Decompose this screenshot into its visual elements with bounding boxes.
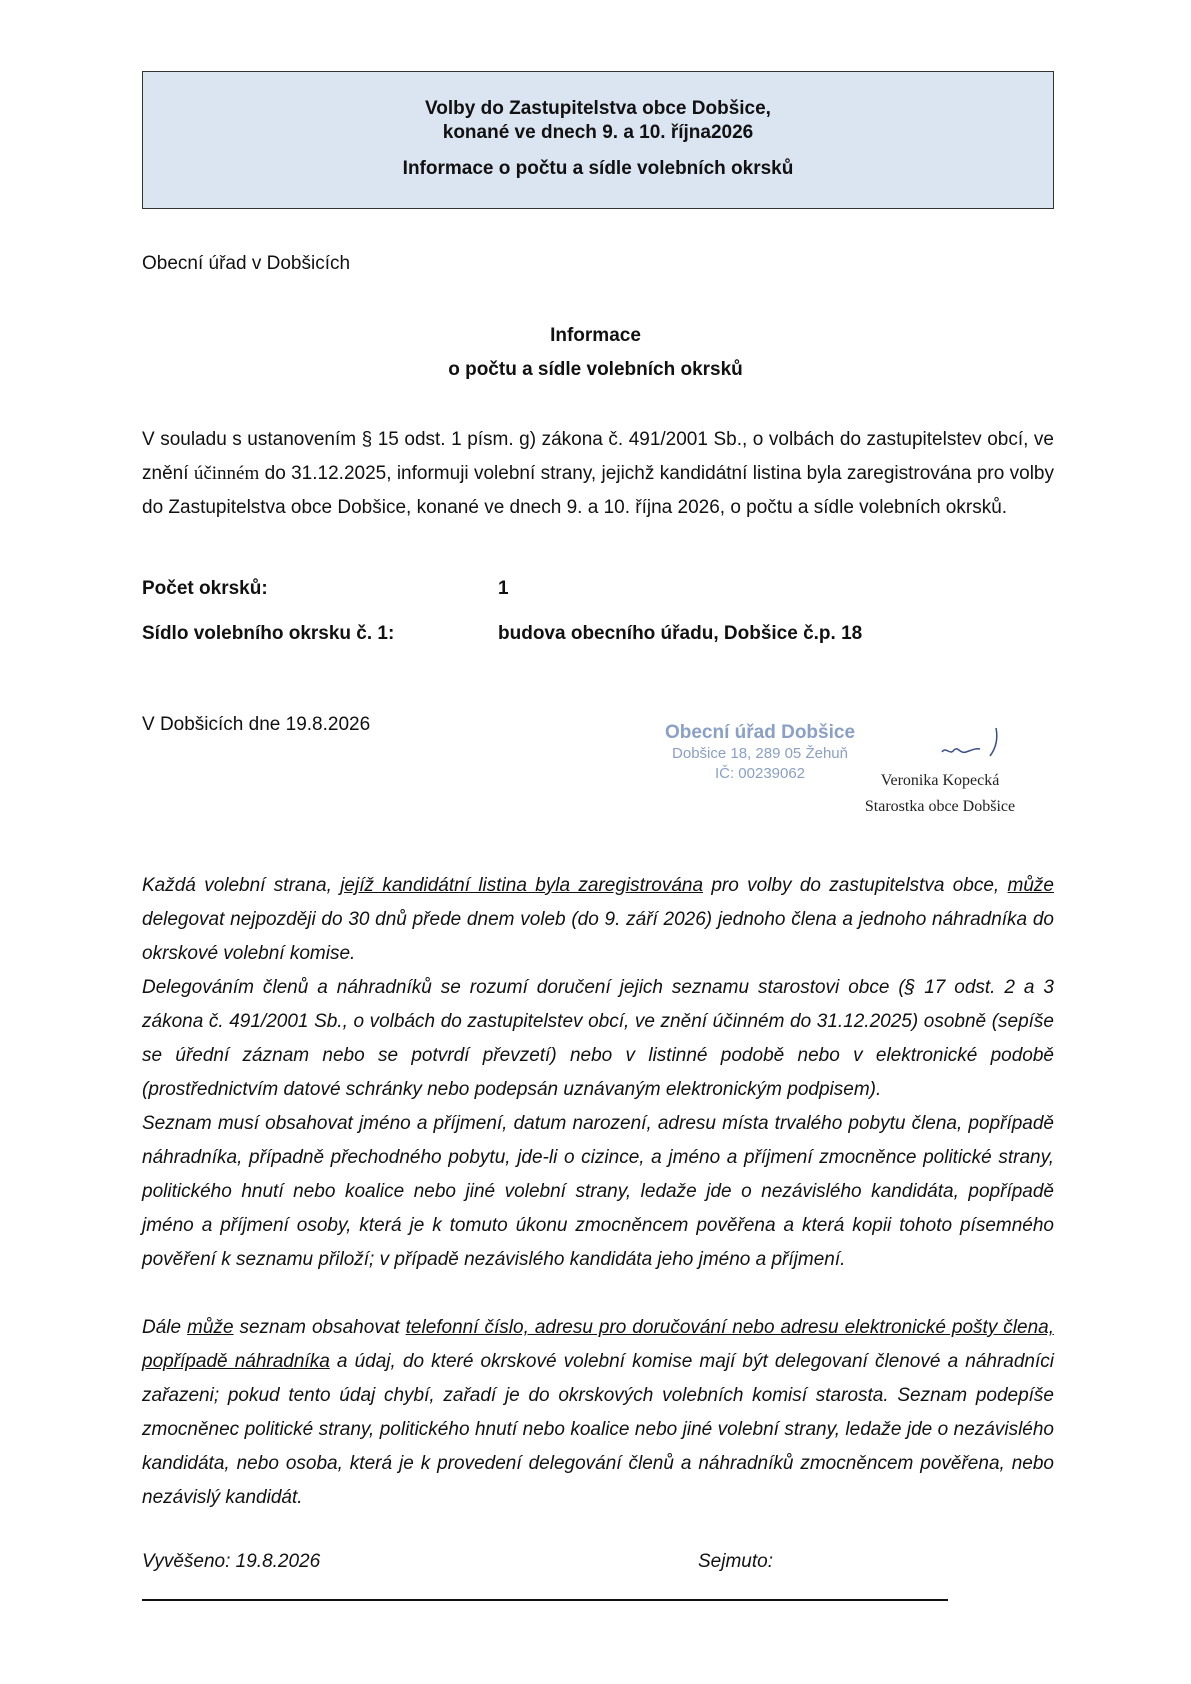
notice-p4-underlined-1: může xyxy=(187,1317,234,1338)
notice-p1-underlined-2: může xyxy=(1007,875,1054,896)
document-subtitle: o počtu a sídle volebních okrsků xyxy=(448,359,743,380)
intro-text-3: do 31.12.2025, informuji volební strany, jejichž kandidátní listina byla zaregistrována pro volby do Zastupitelstva obce Dobšice, konané ve dnech 9. a 10. října 2026, o počtu a sídle volebních okrsků. xyxy=(142,463,1055,518)
notice-paragraph-4 xyxy=(142,1311,1054,1515)
signer-role: Starostka obce Dobšice xyxy=(864,798,1016,815)
notice-p1-underlined-1: jejíž kandidátní listina byla zaregistrována xyxy=(340,875,704,896)
stamp-address: Dobšice 18, 289 05 Žehuň xyxy=(672,745,848,762)
notice-p1-text-a: Každá volební strana, xyxy=(142,875,341,896)
notice-p4-underlined-2: telefonní číslo, adresu pro doručování nebo adresu elektronické pošty člena, popřípadě náhradníka xyxy=(142,1317,1055,1372)
intro-text-2: účinném xyxy=(193,463,260,484)
district-count-label: Počet okrsků: xyxy=(142,578,268,599)
posted-date: Vyvěšeno: 19.8.2026 xyxy=(142,1551,321,1572)
signer-name: Veronika Kopecká xyxy=(880,772,1000,789)
intro-paragraph xyxy=(142,423,1054,525)
notice-paragraph-2: Delegováním členů a náhradníků se rozumí doručení jejich seznamu starostovi obce (§ 17 odst. 2 a 3 zákona č. 491/2001 Sb., o volbách do zastupitelstev obcí, ve znění účinném do 31.12.2025) osobně (sepíše se úřední záznam nebo se potvrdí převzetí) nebo v listinné podobě nebo v elektronické podobě (prostřednictvím datové schránky nebo podepsán uznávaným elektronickým podpisem). xyxy=(142,977,1054,1100)
header-title-line2: konané ve dnech 9. a 10. října2026 xyxy=(442,122,754,143)
district-seat-row xyxy=(142,623,863,645)
notice-paragraph-3: Seznam musí obsahovat jméno a příjmení, datum narození, adresu místa trvalého pobytu člena, popřípadě náhradníka, případně přechodného pobytu, jde-li o cizince, a jméno a příjmení zmocněnce politické strany, politického hnutí nebo koalice nebo jiné volební strany, ledaže jde o nezávislého kandidáta, popřípadě jméno a příjmení osoby, která je k tomuto úkonu zmocněncem pověřena a která kopii tohoto písemného pověření k seznamu přiloží; v případě nezávislého kandidáta jeho jméno a příjmení. xyxy=(142,1113,1054,1270)
document-title: Informace xyxy=(550,325,641,346)
removed-date: Sejmuto: xyxy=(698,1551,773,1572)
district-seat-value: budova obecního úřadu, Dobšice č.p. 18 xyxy=(498,623,863,644)
intro-text-1: V souladu s ustanovením § 15 odst. 1 písm. g) zákona č. 491/2001 Sb., o volbách do zastupitelstev obcí, ve znění xyxy=(142,429,1054,484)
notice-p1-text-c: delegovat nejpozději do 30 dnů přede dnem voleb (do 9. září 2026) jednoho člena a jednoho náhradníka do okrskové volební komise. xyxy=(142,909,1054,964)
district-count-value: 1 xyxy=(498,578,509,599)
handwritten-signature xyxy=(930,722,1010,768)
footer-divider xyxy=(142,1599,948,1601)
office-stamp xyxy=(640,722,880,784)
header-box xyxy=(142,71,1054,209)
district-seat-label: Sídlo volebního okrsku č. 1: xyxy=(142,623,395,644)
stamp-name: Obecní úřad Dobšice xyxy=(664,722,856,743)
notice-p4-text-c: a údaj, do které okrskové volební komise mají být delegovaní členové a náhradníci zařazeni; pokud tento údaj chybí, zařadí je do okrskových volebních komisí starosta. Seznam podepíše zmocněnec politické strany, politického hnutí nebo koalice nebo jiné volební strany, ledaže jde o nezávislého kandidáta, nebo osoba, která je k provedení delegování členů a náhradníků zmocněncem pověřena, nebo nezávislý kandidát. xyxy=(142,1351,1054,1508)
header-title-line1: Volby do Zastupitelstva obce Dobšice, xyxy=(425,98,771,119)
date-line: V Dobšicích dne 19.8.2026 xyxy=(142,714,371,735)
notice-p1-text-b: pro volby do zastupitelstva obce, xyxy=(703,875,1008,896)
notice-paragraph-1 xyxy=(142,869,1054,971)
notice-p4-text-a: Dále xyxy=(142,1317,188,1338)
stamp-ico: IČ: 00239062 xyxy=(714,765,806,782)
district-count-row xyxy=(142,578,509,600)
office-name: Obecní úřad v Dobšicích xyxy=(142,253,351,274)
header-subtitle: Informace o počtu a sídle volebních okrsků xyxy=(402,158,794,179)
signer-block xyxy=(845,768,1035,820)
notice-p4-text-b: seznam obsahovat xyxy=(233,1317,406,1338)
